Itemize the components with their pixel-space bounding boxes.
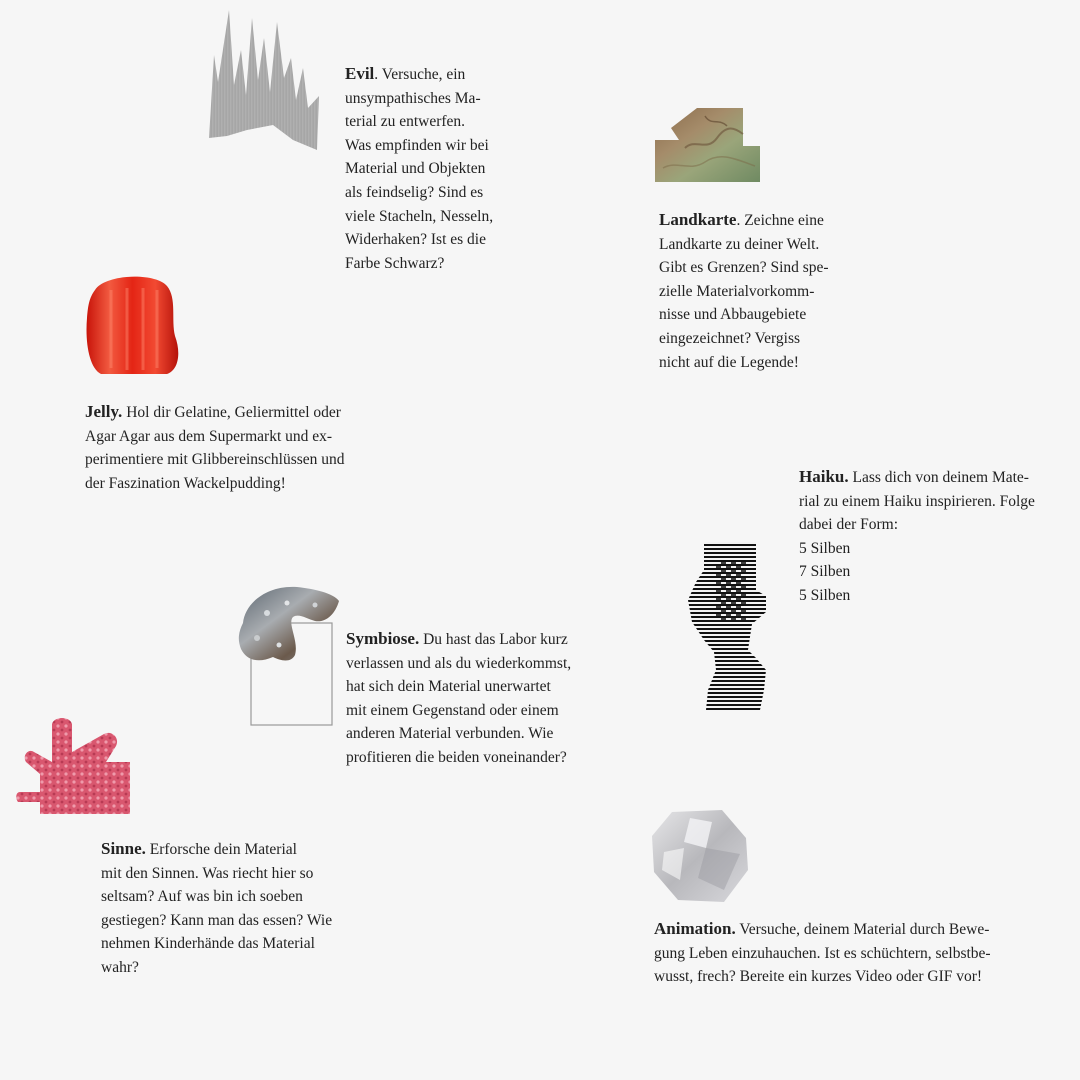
card-line: Erforsche dein Material [145,841,297,858]
card-line: seltsam? Auf was bin ich soeben [101,888,303,906]
card-line: zielle Materialvorkomm- [659,282,815,300]
striped-pattern-icon [686,540,770,712]
card-line: der Faszination Wackelpudding! [85,474,286,492]
card-line: Material und Objekten [345,160,486,178]
card-line: wusst, frech? Bereite ein kurzes Video oder GIF vor! [654,968,983,986]
card-line: Was empfinden wir bei [345,136,489,154]
card-title-haiku: Haiku. [799,467,849,486]
card-line: Du hast das Labor kurz [419,631,568,648]
card-line: mit den Sinnen. Was riecht hier so [101,864,314,882]
card-line: Farbe Schwarz? [345,254,445,272]
card-line: Gibt es Grenzen? Sind spe- [659,259,829,277]
crystal-icon [650,808,750,904]
card-animation [654,917,991,989]
card-title-evil: Evil [345,64,375,83]
card-line: anderen Material verbunden. Wie [346,725,554,743]
card-line: gestiegen? Kann man das essen? Wie [101,911,333,929]
card-line: unsympathisches Ma- [345,89,481,107]
card-line: nisse und Abbaugebiete [659,306,807,324]
card-line: viele Stacheln, Nesseln, [345,207,494,225]
card-line: hat sich dein Material unerwartet [346,678,551,696]
pink-texture-icon [16,716,132,816]
card-line: Agar Agar aus dem Supermarkt und ex- [85,427,333,445]
card-title-jelly: Jelly. [85,402,123,421]
terrain-map-icon [655,108,761,184]
card-line: perimentiere mit Glibbereinschlüssen und [85,451,345,469]
card-sinne [101,837,332,980]
card-line: Widerhaken? Ist es die [345,231,486,249]
card-line: als feindselig? Sind es [345,183,484,201]
card-symbiose [346,627,571,770]
spiky-metal-icon [207,10,322,152]
card-line: profitieren die beiden voneinander? [346,748,567,766]
card-line: gung Leben einzuhauchen. Ist es schüchtern, selbstbe- [654,944,991,962]
card-evil [345,62,493,275]
card-line: wahr? [101,958,139,976]
card-line: eingezeichnet? Vergiss [659,329,801,347]
card-line: nehmen Kinderhände das Material [101,935,315,953]
card-line: 5 Silben [799,539,851,557]
card-title-sinne: Sinne. [101,839,146,858]
card-line: Versuche, deinem Material durch Bewe- [735,921,990,938]
card-line: mit einem Gegenstand oder einem [346,701,559,719]
card-jelly [85,400,345,495]
card-line: . Zeichne eine [736,212,824,229]
card-line: . Versuche, ein [374,66,466,83]
card-title-landkarte: Landkarte [659,210,737,229]
card-haiku [799,465,1035,608]
card-line: terial zu entwerfen. [345,113,466,131]
card-line: verlassen und als du wiederkommst, [346,654,572,672]
card-line: 7 Silben [799,563,851,581]
card-line: 5 Silben [799,586,851,604]
card-title-symbiose: Symbiose. [346,629,420,648]
card-line: Landkarte zu deiner Welt. [659,235,820,253]
card-title-animation: Animation. [654,919,736,938]
card-line: rial zu einem Haiku inspirieren. Folge [799,492,1035,510]
card-line: Hol dir Gelatine, Geliermittel oder [122,404,341,421]
coral-box-icon [237,583,341,729]
card-landkarte [659,208,829,374]
card-line: Lass dich von deinem Mate- [848,469,1029,486]
card-line: nicht auf die Legende! [659,353,799,371]
jelly-pudding-icon [85,272,183,376]
card-line: dabei der Form: [799,516,899,534]
